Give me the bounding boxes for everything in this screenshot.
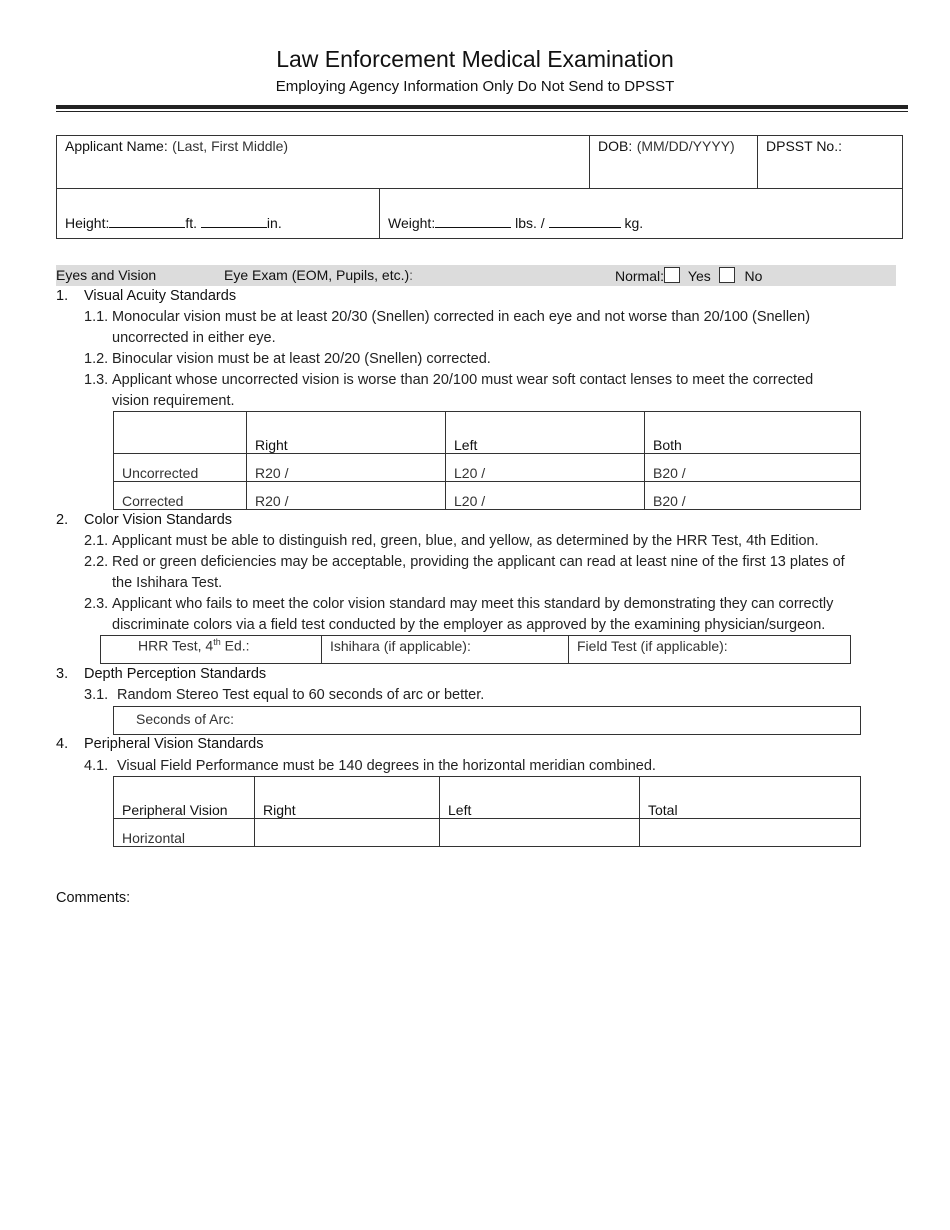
normal-yes-checkbox[interactable] bbox=[664, 267, 680, 283]
weight-kg-blank[interactable] bbox=[549, 213, 621, 228]
eyes-section-label: Eyes and Vision bbox=[56, 267, 157, 283]
acuity-header-both: Both bbox=[645, 412, 861, 454]
applicant-name-field[interactable] bbox=[56, 135, 590, 189]
acuity-corrected-left[interactable]: L20 / bbox=[446, 482, 645, 510]
dob-hint: (MM/DD/YYYY) bbox=[636, 138, 735, 154]
item-3-1-text: Random Stereo Test equal to 60 seconds of arc or better. bbox=[117, 687, 485, 703]
weight-label: Weight: bbox=[388, 215, 436, 231]
acuity-corrected-right[interactable]: R20 / bbox=[247, 482, 446, 510]
item-2-2-number: 2.2. bbox=[84, 554, 109, 570]
dob-field[interactable] bbox=[589, 135, 758, 189]
dpsst-number-field[interactable] bbox=[757, 135, 903, 189]
field-test-label: Field Test (if applicable): bbox=[577, 638, 728, 654]
section-1-number: 1. bbox=[56, 288, 69, 304]
peripheral-header-left: Left bbox=[440, 777, 640, 819]
peripheral-header-right: Right bbox=[255, 777, 440, 819]
section-1-title: Visual Acuity Standards bbox=[84, 288, 237, 304]
peripheral-vision-table bbox=[113, 776, 861, 847]
weight-lbs-blank[interactable] bbox=[435, 213, 511, 228]
table-row bbox=[114, 454, 861, 482]
lbs-label: lbs. / bbox=[515, 215, 545, 231]
page-subtitle: Employing Agency Information Only Do Not Send to DPSST bbox=[275, 78, 675, 95]
height-field[interactable] bbox=[56, 188, 380, 239]
acuity-header-blank bbox=[114, 412, 247, 454]
normal-label: Normal: bbox=[615, 268, 665, 284]
section-3-title: Depth Perception Standards bbox=[84, 666, 267, 682]
peripheral-row-label: Horizontal bbox=[114, 819, 255, 847]
height-label: Height: bbox=[65, 215, 110, 231]
acuity-header-right: Right bbox=[247, 412, 446, 454]
hrr-test-field[interactable] bbox=[100, 635, 322, 664]
table-row bbox=[114, 819, 861, 847]
section-3-number: 3. bbox=[56, 666, 69, 682]
kg-label: kg. bbox=[624, 215, 644, 231]
item-2-1-number: 2.1. bbox=[84, 533, 109, 549]
item-2-3-text: Applicant who fails to meet the color vision standard may meet this standard by demonstrating they can correctly bbox=[112, 596, 834, 612]
eye-exam-label: Eye Exam (EOM, Pupils, etc.): bbox=[224, 267, 414, 283]
peripheral-horizontal-total[interactable] bbox=[640, 819, 861, 847]
yes-label: Yes bbox=[687, 268, 711, 284]
height-in-blank[interactable] bbox=[201, 213, 267, 228]
header-divider-thin bbox=[56, 111, 908, 112]
ft-label: ft. bbox=[185, 215, 198, 231]
item-1-1-number: 1.1. bbox=[84, 309, 109, 325]
item-1-1-text: Monocular vision must be at least 20/30 (Snellen) corrected in each eye and not worse than 20/100 (Snellen) bbox=[112, 309, 811, 325]
acuity-corrected-both[interactable]: B20 / bbox=[645, 482, 861, 510]
seconds-of-arc-field[interactable] bbox=[113, 706, 861, 735]
dob-label: DOB: bbox=[598, 138, 633, 154]
acuity-uncorrected-left[interactable]: L20 / bbox=[446, 454, 645, 482]
no-label: No bbox=[744, 268, 763, 284]
dpsst-label: DPSST No.: bbox=[766, 138, 842, 154]
item-1-1-text-cont: uncorrected in either eye. bbox=[112, 330, 276, 346]
item-3-1-number: 3.1. bbox=[84, 687, 109, 703]
seconds-of-arc-label: Seconds of Arc: bbox=[136, 711, 235, 727]
field-test-field[interactable] bbox=[568, 635, 851, 664]
section-4-number: 4. bbox=[56, 736, 69, 752]
item-1-3-text-cont: vision requirement. bbox=[112, 393, 235, 409]
section-4-title: Peripheral Vision Standards bbox=[84, 736, 264, 752]
eyes-section-header bbox=[56, 265, 896, 286]
item-2-2-text-cont: the Ishihara Test. bbox=[112, 575, 223, 591]
acuity-row-label: Corrected bbox=[114, 482, 247, 510]
peripheral-horizontal-left[interactable] bbox=[440, 819, 640, 847]
peripheral-header-label: Peripheral Vision bbox=[114, 777, 255, 819]
normal-group bbox=[615, 267, 762, 284]
item-2-2-text: Red or green deficiencies may be acceptable, providing the applicant can read at least nine of the first 13 plates of bbox=[112, 554, 845, 570]
acuity-uncorrected-right[interactable]: R20 / bbox=[247, 454, 446, 482]
normal-no-checkbox[interactable] bbox=[719, 267, 735, 283]
section-2-number: 2. bbox=[56, 512, 69, 528]
item-1-3-text: Applicant whose uncorrected vision is worse than 20/100 must wear soft contact lenses to meet the corrected bbox=[112, 372, 814, 388]
item-1-2-text: Binocular vision must be at least 20/20 (Snellen) corrected. bbox=[112, 351, 491, 367]
item-1-3-number: 1.3. bbox=[84, 372, 109, 388]
item-2-3-text-cont: discriminate colors via a field test conducted by the employer as approved by the examining physician/surgeon. bbox=[112, 617, 826, 633]
item-4-1-number: 4.1. bbox=[84, 758, 109, 774]
table-row bbox=[114, 482, 861, 510]
visual-acuity-table bbox=[113, 411, 861, 510]
peripheral-horizontal-right[interactable] bbox=[255, 819, 440, 847]
header-divider bbox=[56, 105, 908, 109]
acuity-row-label: Uncorrected bbox=[114, 454, 247, 482]
item-2-3-number: 2.3. bbox=[84, 596, 109, 612]
weight-field[interactable] bbox=[379, 188, 903, 239]
acuity-header-left: Left bbox=[446, 412, 645, 454]
height-ft-blank[interactable] bbox=[109, 213, 185, 228]
section-2-title: Color Vision Standards bbox=[84, 512, 233, 528]
in-label: in. bbox=[266, 215, 282, 231]
applicant-name-hint: (Last, First Middle) bbox=[172, 138, 289, 154]
peripheral-header-total: Total bbox=[640, 777, 861, 819]
page-title: Law Enforcement Medical Examination bbox=[276, 46, 674, 72]
item-2-1-text: Applicant must be able to distinguish red, green, blue, and yellow, as determined by the HRR Test, 4th Edition. bbox=[112, 533, 819, 549]
ishihara-field[interactable] bbox=[321, 635, 569, 664]
item-4-1-text: Visual Field Performance must be 140 degrees in the horizontal meridian combined. bbox=[117, 758, 656, 774]
hrr-test-label: HRR Test, 4th Ed.: bbox=[138, 637, 250, 654]
acuity-uncorrected-both[interactable]: B20 / bbox=[645, 454, 861, 482]
comments-label: Comments: bbox=[56, 890, 131, 906]
comments-area[interactable] bbox=[56, 912, 896, 1112]
ishihara-label: Ishihara (if applicable): bbox=[330, 638, 471, 654]
applicant-name-label: Applicant Name: bbox=[65, 138, 168, 154]
item-1-2-number: 1.2. bbox=[84, 351, 109, 367]
